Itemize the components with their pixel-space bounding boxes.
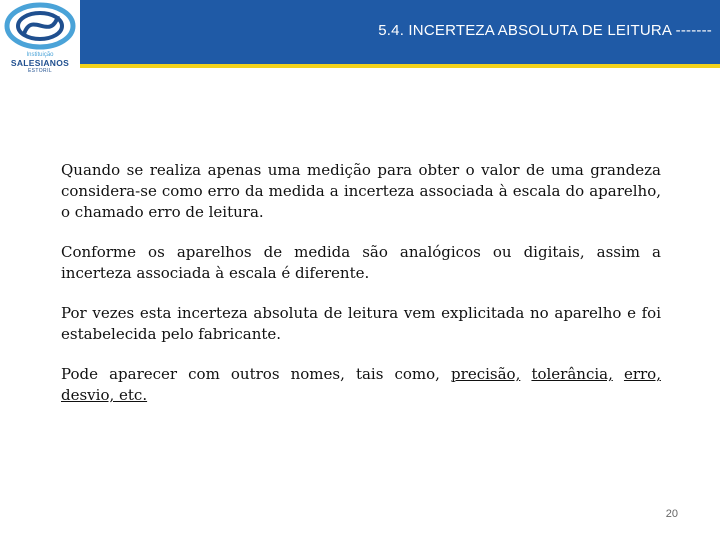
term-precisao: precisão, [451, 365, 521, 383]
logo-emblem-icon [2, 0, 78, 54]
term-tolerancia: tolerância, [531, 365, 613, 383]
paragraph-4 [61, 364, 661, 406]
paragraph-1: Quando se realiza apenas uma medição para obter o valor de uma grandeza considera-se como erro da medida a incerteza associada à escala do aparelho, o chamado erro de leitura. [61, 161, 661, 221]
paragraph-3: Por vezes esta incerteza absoluta de leitura vem explicitada no aparelho e foi estabelecida pelo fabricante. [61, 304, 661, 343]
header-band [80, 0, 720, 68]
page-number: 20 [665, 508, 678, 520]
salesianos-logo [0, 0, 80, 76]
logo-location: ESTORIL [27, 68, 53, 74]
paragraph-4-text: Pode aparecer com outros nomes, tais como, [61, 365, 452, 383]
slide-body [61, 160, 661, 406]
term-erro: erro, [623, 365, 661, 383]
term-desvio: desvio, etc. [61, 386, 148, 404]
paragraph-2: Conforme os aparelhos de medida são analógicos ou digitais, assim a incerteza associada à escala é diferente. [61, 243, 661, 282]
logo-caption: Instituição [26, 52, 54, 58]
logo-name: SALESIANOS [10, 58, 70, 68]
slide-title: 5.4. INCERTEZA ABSOLUTA DE LEITURA ------- [378, 22, 712, 39]
